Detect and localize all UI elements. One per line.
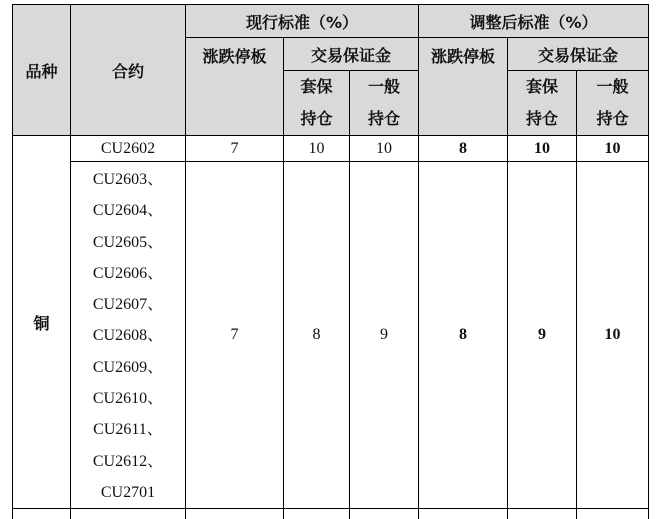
- contract-item: CU2609、: [92, 358, 164, 376]
- header-current-standard: 现行标准（%）: [186, 5, 419, 38]
- table-row: [13, 162, 649, 509]
- contract-item: CU2610、: [92, 390, 164, 408]
- contract-item: CU2608、: [92, 327, 164, 345]
- current-price-limit: 7: [186, 136, 284, 162]
- header-adjusted-standard: 调整后标准（%）: [419, 5, 649, 38]
- contract-list-cell: [71, 162, 186, 509]
- contract-item: CU2612、: [92, 452, 164, 470]
- adjusted-general-margin: 10: [577, 136, 649, 162]
- adjusted-general-margin: 10: [577, 162, 649, 509]
- header-current-price-limit: 涨跌停板: [186, 38, 284, 136]
- header-adjusted-hedge-position: 套保持仓: [508, 71, 577, 136]
- current-price-limit: 7: [186, 162, 284, 509]
- contract-item: CU2607、: [92, 296, 164, 314]
- header-adjusted-general-position: 一般持仓: [577, 71, 649, 136]
- margin-table: [12, 4, 649, 519]
- contract-item: CU2606、: [92, 264, 164, 282]
- current-general-margin: 10: [350, 136, 419, 162]
- empty-cell: [186, 509, 284, 519]
- current-hedge-margin: 8: [284, 162, 350, 509]
- variety-cell: 铜: [13, 136, 71, 509]
- adjusted-price-limit: 8: [419, 162, 508, 509]
- contract-item: CU2603、: [92, 171, 164, 188]
- current-hedge-margin: 10: [284, 136, 350, 162]
- contract-item: CU2605、: [92, 233, 164, 251]
- empty-cell: [13, 509, 71, 519]
- contract-item: CU2611、: [93, 421, 163, 439]
- empty-cell: [577, 509, 649, 519]
- header-variety: 品种: [13, 5, 71, 136]
- contract-cell: CU2602: [71, 136, 186, 162]
- empty-cell: [284, 509, 350, 519]
- table-row: [13, 136, 649, 162]
- empty-cell: [350, 509, 419, 519]
- header-contract: 合约: [71, 5, 186, 136]
- adjusted-hedge-margin: 9: [508, 162, 577, 509]
- empty-cell: [508, 509, 577, 519]
- header-current-general-position: 一般持仓: [350, 71, 419, 136]
- table-row-next: [13, 509, 649, 519]
- current-general-margin: 9: [350, 162, 419, 509]
- empty-cell: [71, 509, 186, 519]
- header-adjusted-trading-margin: 交易保证金: [508, 38, 649, 71]
- contract-item: CU2701: [100, 483, 156, 501]
- contract-item: CU2604、: [92, 202, 164, 220]
- header-current-trading-margin: 交易保证金: [284, 38, 419, 71]
- header-current-hedge-position: 套保持仓: [284, 71, 350, 136]
- empty-cell: [419, 509, 508, 519]
- adjusted-hedge-margin: 10: [508, 136, 577, 162]
- adjusted-price-limit: 8: [419, 136, 508, 162]
- header-adjusted-price-limit: 涨跌停板: [419, 38, 508, 136]
